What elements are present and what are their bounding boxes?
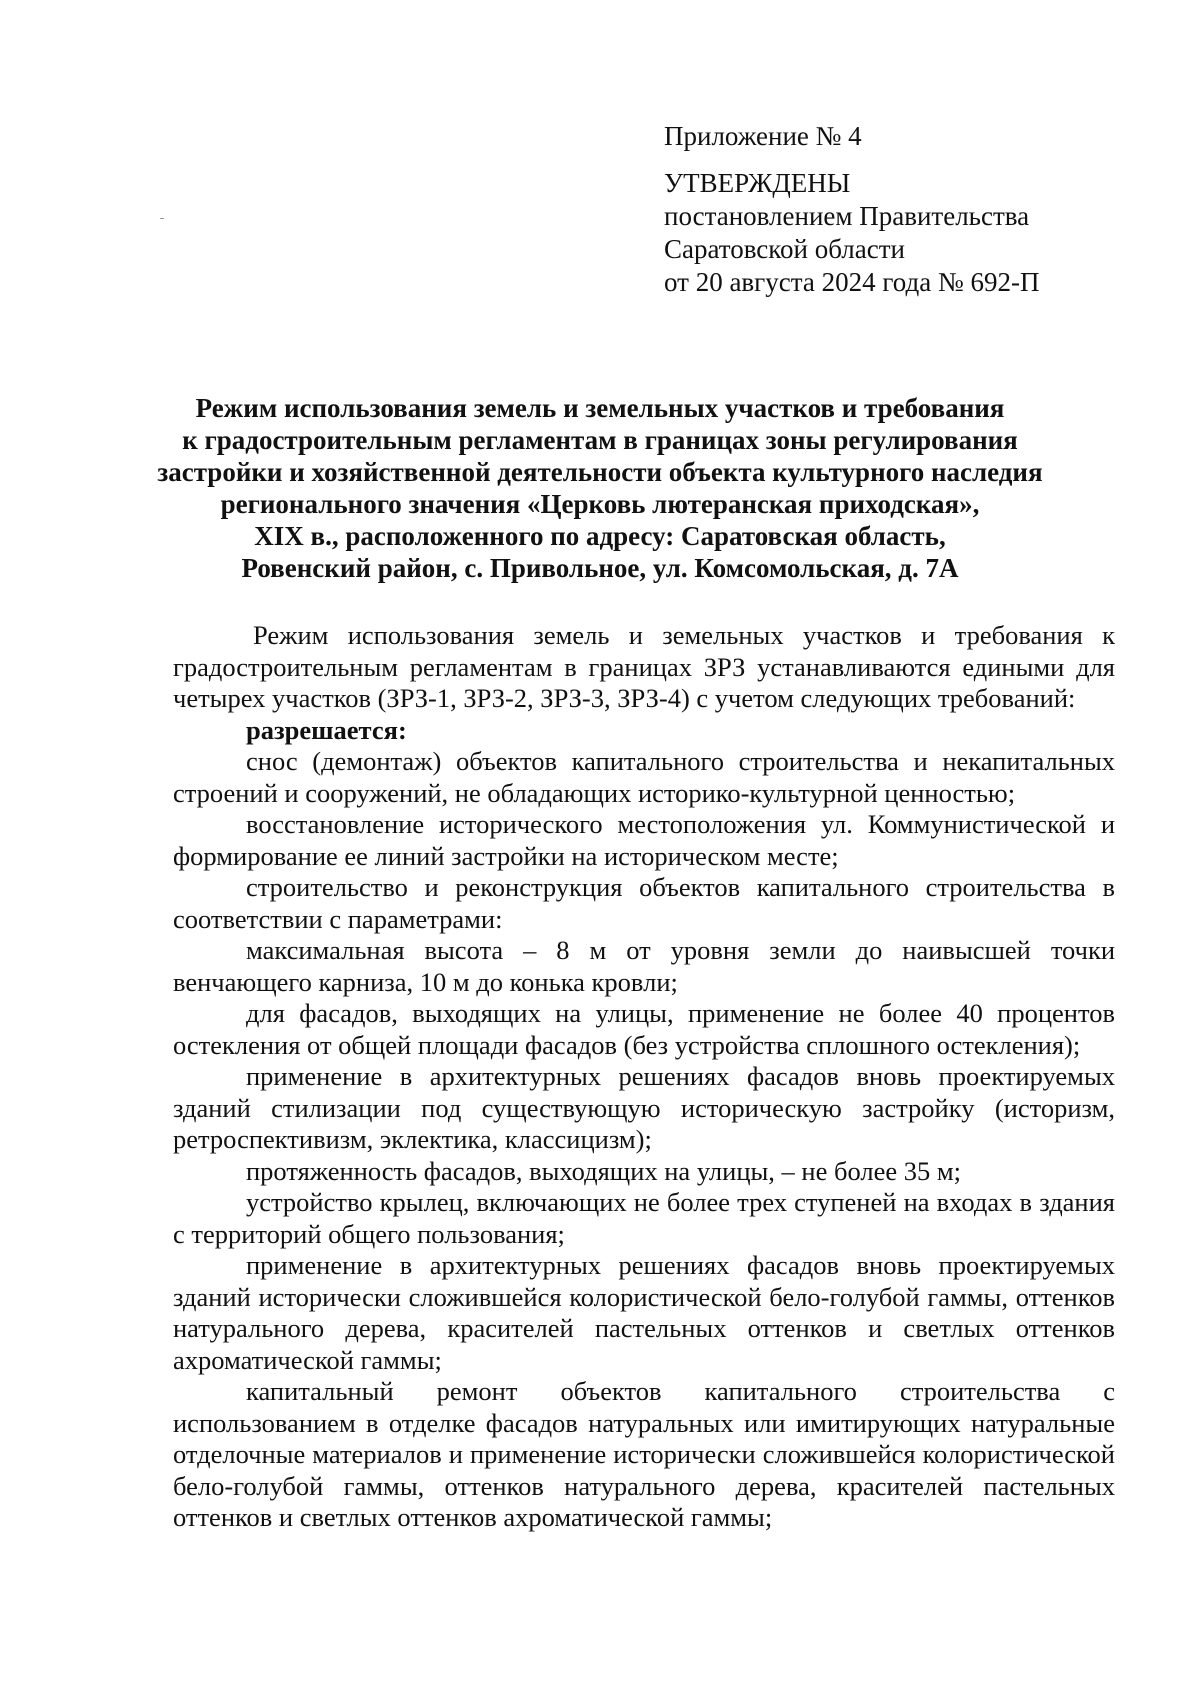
approved-label: УТВЕРЖДЕНЫ — [664, 168, 851, 198]
approval-date-number: от 20 августа 2024 года № 692-П — [664, 267, 1040, 297]
body-paragraph-max-height: максимальная высота – 8 м от уровня земли до наивысшей точки венчающего карниза, 10 м до конька кровли; — [173, 935, 1115, 997]
document-body — [173, 620, 1115, 1534]
scan-speck — [160, 218, 164, 219]
body-paragraph-street-restoration: восстановление исторического местоположения ул. Коммунистической и формирование ее линий застройки на историческом месте; — [173, 809, 1115, 871]
body-paragraph-color-scheme: применение в архитектурных решениях фасадов вновь проектируемых зданий исторически сложившейся колористической бело-голубой гаммы, оттенков натурального дерева, красителей пастельных оттенков и светлых оттенков ахроматической гаммы; — [173, 1250, 1115, 1375]
title-line: застройки и хозяйственной деятельности объекта культурного наследия — [157, 457, 1043, 487]
body-paragraph-construction: строительство и реконструкция объектов капитального строительства в соответствии с параметрами: — [173, 872, 1115, 934]
title-line: Режим использования земель и земельных участков и требования — [195, 393, 1005, 423]
body-paragraph-facade-length: протяженность фасадов, выходящих на улицы, – не более 35 м; — [246, 1155, 962, 1186]
intro-paragraph: Режим использования земель и земельных участков и требования к градостроительным регламентам в границах ЗРЗ устанавливаются едиными для четырех участков (ЗРЗ-1, ЗРЗ-2, ЗРЗ-3, ЗРЗ-4) с учетом следующих требований: — [173, 620, 1115, 713]
body-paragraph-glazing: для фасадов, выходящих на улицы, применение не более 40 процентов остекления от общей площади фасадов (без устройства сплошного остекления); — [173, 998, 1115, 1060]
title-line: к градостроительным регламентам в границах зоны регулирования — [182, 425, 1018, 455]
title-line: XIX в., расположенного по адресу: Саратовская область, — [254, 521, 946, 551]
body-paragraph-demolition: снос (демонтаж) объектов капитального строительства и некапитальных строений и сооружений, не обладающих историко-культурной ценностью; — [173, 746, 1115, 808]
body-paragraph-porches: устройство крылец, включающих не более трех ступеней на входах в здания с территорий общего пользования; — [173, 1187, 1115, 1249]
approval-authority: постановлением Правительства — [664, 201, 1030, 231]
body-paragraph-capital-repair: капитальный ремонт объектов капитального строительства с использованием в отделке фасадов натуральных или имитирующих натуральные отделочные материалов и применение исторически сложившейся колористической бело-голубой гаммы, оттенков натурального дерева, красителей пастельных оттенков и светлых оттенков ахроматической гаммы; — [173, 1376, 1115, 1532]
title-line: Ровенский район, с. Привольное, ул. Комсомольская, д. 7А — [241, 553, 959, 583]
annex-number: Приложение № 4 — [664, 121, 862, 151]
approval-header — [664, 120, 1144, 299]
allowed-heading: разрешается: — [246, 714, 407, 745]
document-title — [150, 392, 1050, 584]
approval-region: Саратовской области — [664, 234, 905, 264]
title-line: регионального значения «Церковь лютеранская приходская», — [220, 489, 980, 519]
body-paragraph-stylization: применение в архитектурных решениях фасадов вновь проектируемых зданий стилизации под существующую историческую застройку (историзм, ретроспективизм, эклектика, классицизм); — [173, 1061, 1115, 1154]
